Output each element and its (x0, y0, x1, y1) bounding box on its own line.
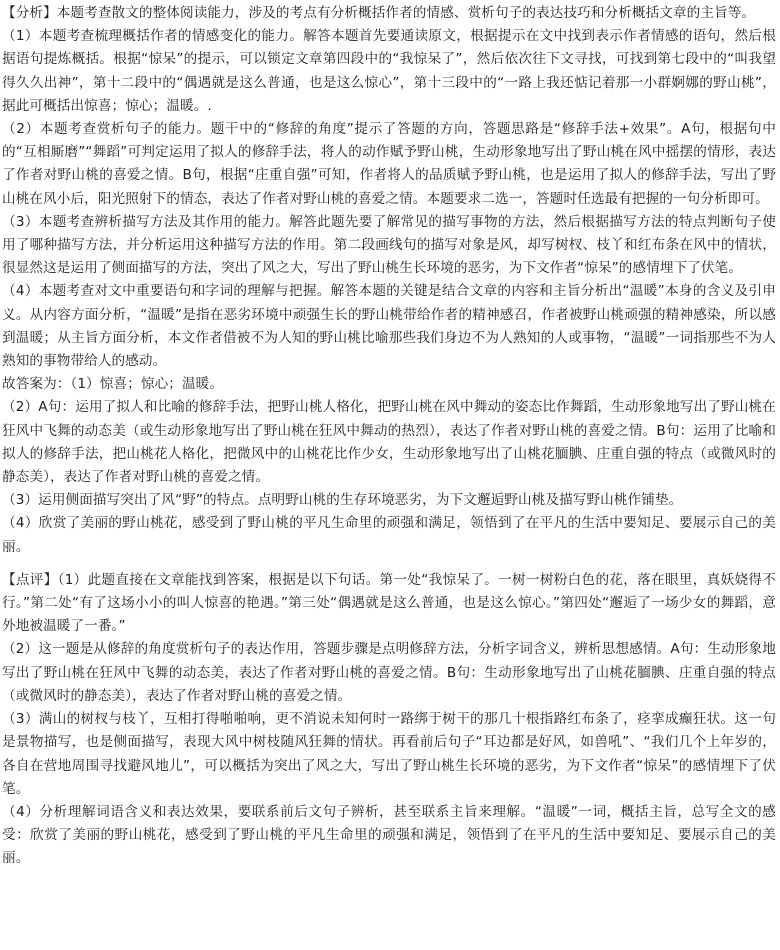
answer-q1: 故答案为：（1）惊喜；惊心；温暖。 (2, 376, 224, 393)
review-q1: 【点评】（1）此题直接在文章能找到答案，根据是以下句话。第一处“我惊呆了。一树一树粉白色的花，落在眼里，真妖娆得不行。”第二处“有了这场小小的叫人惊喜的艳遇。”第三处“偶遇就是这么普通，也是这么惊心。”第四处“邂逅了一场少女的舞蹈，意外地被温暖了一番。” (2, 571, 776, 635)
analysis-q1: （1）本题考查梳理概括作者的情感变化的能力。解答本题首先要通读原文，根据提示在文中找到表示作者情感的语句，然后根据语句提炼概括。根据“惊呆”的提示，可以锁定文章第四段中的“我惊呆了”，然后依次往下文寻找，可找到第七段中的“叫我望得久久出神”，第十二段中的“偶遇就是这么普通，也是这么惊心”，第十三段中的“一路上我还惦记着那一小群婀娜的野山桃”，据此可概括出惊喜；惊心；温暖。. (2, 28, 776, 114)
answer-q2: （2）A句：运用了拟人和比喻的修辞手法，把野山桃人格化，把野山桃在风中舞动的姿态比作舞蹈，生动形象地写出了野山桃在狂风中飞舞的动态美（或生动形象地写出了野山桃在狂风中舞动的热烈），表达了作者对野山桃的喜爱之情。B句：运用了比喻和拟人的修辞手法，把山桃花人格化，把微风中的山桃花比作少女，生动形象地写出了山桃花腼腆、庄重自强的特点（或微风时的静态美），表达了作者对野山桃的喜爱之情。 (2, 399, 776, 486)
analysis-q2: （2）本题考查赏析句子的能力。题干中的“修辞的角度”提示了答题的方向，答题思路是“修辞手法+效果”。A句，根据句中的“互相厮磨”“舞蹈”可判定运用了拟人的修辞手法，将人的动作赋予野山桃，生动形象地写出了野山桃在风中摇摆的情形，表达了作者对野山桃的喜爱之情。B句，根据“庄重自强”可知，作者将人的品质赋予野山桃，也是运用了拟人的修辞手法，写出了野山桃在风小后，阳光照射下的情态，表达了作者对野山桃的喜爱之情。本题要求二选一，答题时任选最有把握的一句分析即可。 (2, 121, 776, 207)
review-q3: （3）满山的树杈与枝丫，互相打得啪啪响，更不消说未知何时一路绑于树干的那几十根指路红布条了，痉挛成癫狂状。这一句是景物描写，也是侧面描写，表现大风中树枝随风狂舞的情状。再看前后句子“耳边都是好风，如兽吼”、“我们几个上年岁的，各自在营地周围寻找避风地儿”，可以概括为突出了风之大，写出了野山桃生长环境的恶劣，为下文作者“惊呆”的感情埋下了伏笔。 (2, 711, 776, 797)
analysis-q3: （3）本题考查辨析描写方法及其作用的能力。解答此题先要了解常见的描写事物的方法，然后根据描写方法的特点判断句子使用了哪种描写方法，并分析运用这种描写方法的作用。第二段画线句的描写对象是风，却写树杈、枝丫和红布条在风中的情状，很显然这是运用了侧面描写的方法，突出了风之大，写出了野山桃生长环境的恶劣，为下文作者“惊呆”的感情埋下了伏笔。 (2, 213, 776, 277)
review-q2: （2）这一题是从修辞的角度赏析句子的表达作用，答题步骤是点明修辞方法，分析字词含义，辨析思想感情。A句：生动形象地写出了野山桃在狂风中飞舞的动态美，表达了作者对野山桃的喜爱之情。B句：生动形象地写出了山桃花腼腆、庄重自强的特点（或微风时的静态美），表达了作者对野山桃的喜爱之情。 (2, 641, 776, 704)
answer-q4: （4）欣赏了美丽的野山桃花，感受到了野山桃的平凡生命里的顽强和满足，领悟到了在平凡的生活中要知足、要展示自己的美丽。 (2, 515, 776, 555)
section-gap (2, 559, 776, 569)
analysis-intro: 【分析】本题考查散文的整体阅读能力，涉及的考点有分析概括作者的情感、赏析句子的表达技巧和分析概括文章的主旨等。 (2, 5, 756, 21)
analysis-q4: （4）本题考查对文中重要语句和字词的理解与把握。解答本题的关键是结合文章的内容和主旨分析出“温暖”本身的含义及引申义。从内容方面分析，“温暖”是指在恶劣环境中顽强生长的野山桃带给作者的精神感召，作者被野山桃顽强的精神感染，所以感到温暖；从主旨方面分析，本文作者借被不为人知的野山桃比喻那些我们身边不为人熟知的人或事物，“温暖”一词指那些不为人熟知的事物带给人的感动。 (2, 283, 776, 370)
answer-q3: （3）运用侧面描写突出了风“野”的特点。点明野山桃的生存环境恶劣，为下文邂逅野山桃及描写野山桃作铺垫。 (2, 492, 683, 509)
review-q4: （4）分析理解词语含义和表达效果，要联系前后文句子辨析，甚至联系主旨来理解。“温暖”一词，概括主旨，总写全文的感受：欣赏了美丽的野山桃花，感受到了野山桃的平凡生命里的顽强和满足，领悟到了在平凡的生活中要知足、要展示自己的美丽。 (2, 803, 776, 867)
